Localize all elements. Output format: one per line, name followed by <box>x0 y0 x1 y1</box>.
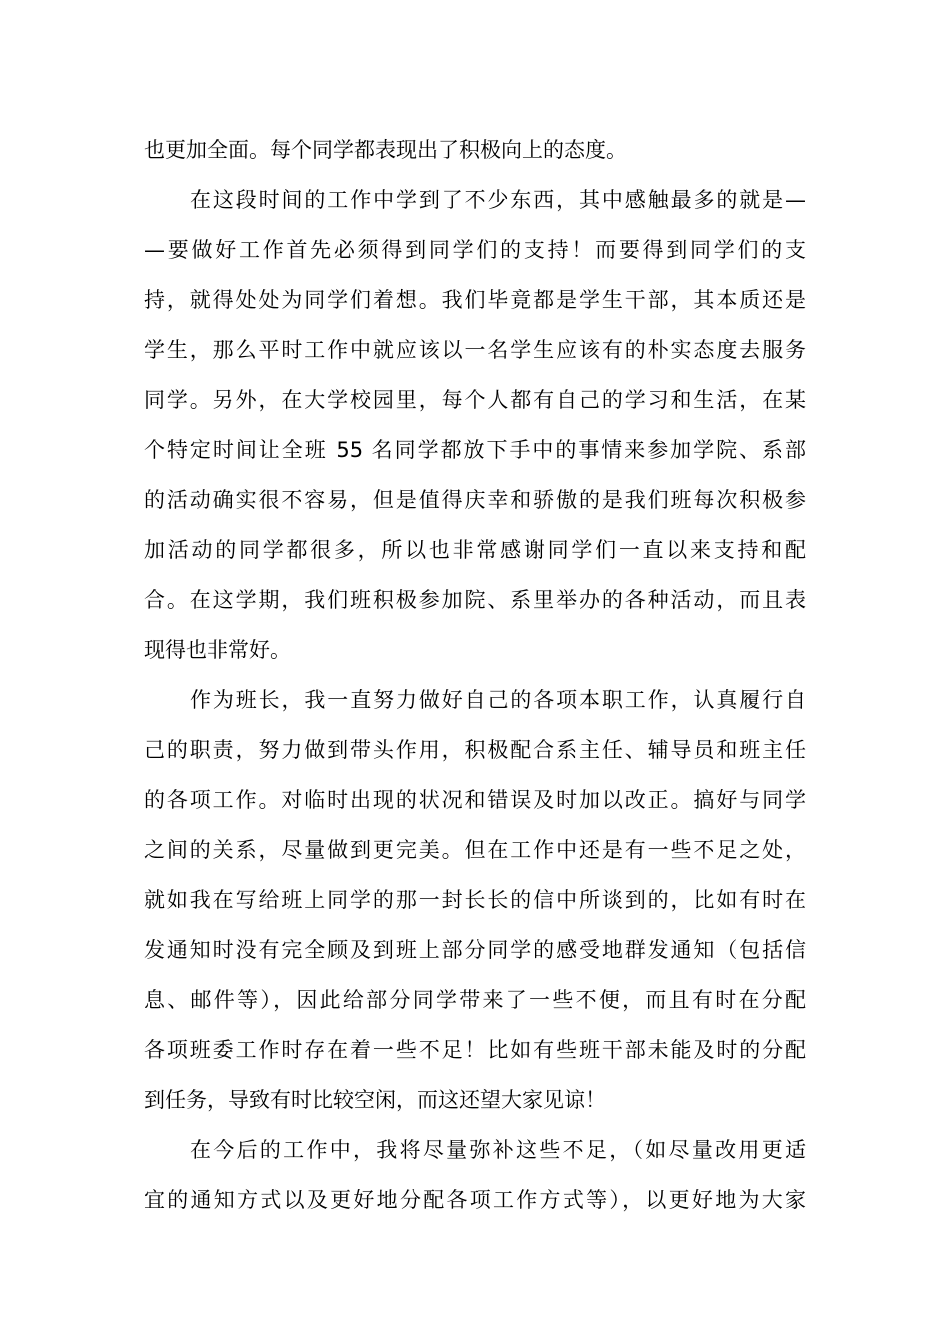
text-line-10: 合。在这学期，我们班积极参加院、系里举办的各种活动，而且表 <box>144 588 806 612</box>
text-line-15: 之间的关系，尽量做到更完美。但在工作中还是有一些不足之处， <box>144 838 806 862</box>
text-line-22: 宜的通知方式以及更好地分配各项工作方式等），以更好地为大家 <box>144 1188 806 1212</box>
text-line-1: 也更加全面。每个同学都表现出了积极向上的态度。 <box>144 138 627 162</box>
text-line-14: 的各项工作。对临时出现的状况和错误及时加以改正。搞好与同学 <box>144 788 806 812</box>
text-line-5: 学生，那么平时工作中就应该以一名学生应该有的朴实态度去服务 <box>144 338 806 362</box>
text-line-9: 加活动的同学都很多，所以也非常感谢同学们一直以来支持和配 <box>144 538 806 562</box>
text-line-12: 作为班长，我一直努力做好自己的各项本职工作，认真履行自 <box>190 688 806 712</box>
text-line-18: 息、邮件等），因此给部分同学带来了一些不便，而且有时在分配 <box>144 988 806 1012</box>
text-line-17: 发通知时没有完全顾及到班上部分同学的感受地群发通知（包括信 <box>144 938 806 962</box>
text-line-11: 现得也非常好。 <box>144 638 291 662</box>
text-line-13: 己的职责，努力做到带头作用，积极配合系主任、辅导员和班主任 <box>144 738 806 762</box>
text-line-6: 同学。另外，在大学校园里，每个人都有自己的学习和生活，在某 <box>144 388 806 412</box>
text-line-4: 持，就得处处为同学们着想。我们毕竟都是学生干部，其本质还是 <box>144 288 806 312</box>
text-line-2: 在这段时间的工作中学到了不少东西，其中感触最多的就是— <box>190 188 806 212</box>
text-line-20: 到任务，导致有时比较空闲，而这还望大家见谅！ <box>144 1088 606 1112</box>
text-line-8: 的活动确实很不容易，但是值得庆幸和骄傲的是我们班每次积极参 <box>144 488 806 512</box>
text-line-21: 在今后的工作中，我将尽量弥补这些不足，（如尽量改用更适 <box>190 1138 806 1162</box>
text-line-19: 各项班委工作时存在着一些不足！比如有些班干部未能及时的分配 <box>144 1038 806 1062</box>
text-line-7: 个特定时间让全班 55 名同学都放下手中的事情来参加学院、系部 <box>144 438 806 462</box>
text-line-3: —要做好工作首先必须得到同学们的支持！而要得到同学们的支 <box>144 238 806 262</box>
text-line-16: 就如我在写给班上同学的那一封长长的信中所谈到的，比如有时在 <box>144 888 806 912</box>
